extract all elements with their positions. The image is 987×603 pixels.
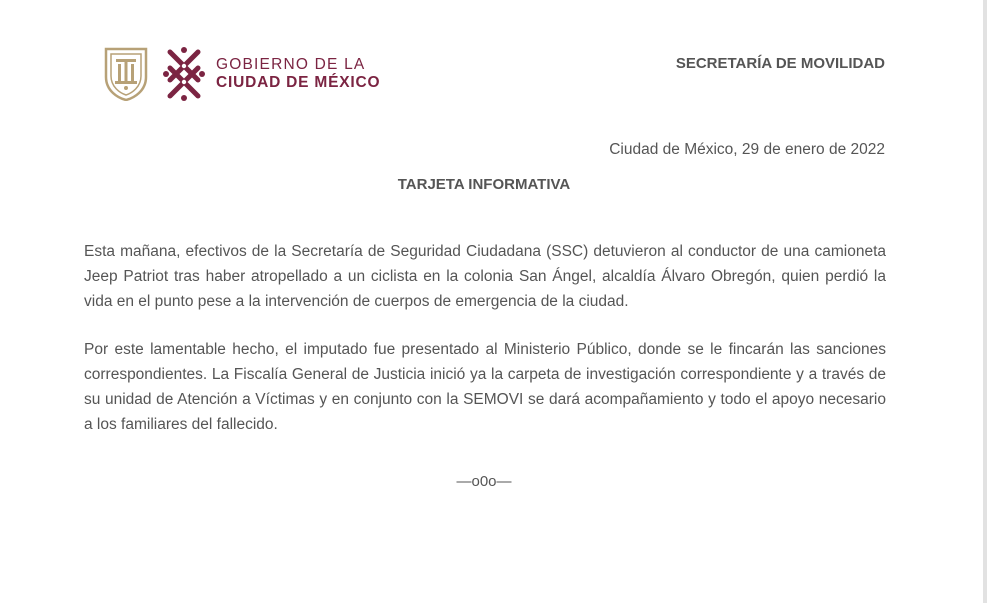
logo-line2: CIUDAD DE MÉXICO (216, 74, 381, 91)
logo-line1: GOBIERNO DE LA (216, 56, 366, 74)
cdmx-knot-icon (162, 46, 206, 102)
government-logo (104, 46, 380, 102)
page-edge-divider (983, 0, 987, 603)
coat-of-arms-icon (104, 47, 148, 101)
paragraph-1: Esta mañana, efectivos de la Secretaría de Seguridad Ciudadana (SSC) detuvieron al conductor de una camioneta Jeep Patriot tras haber atropellado a un ciclista en la colonia San Ángel, alcaldía Álvaro Obregón, quien perdió la vida en el punto pese a la intervención de cuerpos de emergencia de la ciudad. (84, 242, 886, 310)
department-heading: SECRETARÍA DE MOVILIDAD (675, 55, 885, 72)
closing-mark: —o0o— (456, 473, 512, 490)
paragraph-2: Por este lamentable hecho, el imputado fue presentado al Ministerio Público, donde se le fincarán las sanciones correspondientes. La Fiscalía General de Justicia inició ya la carpeta de investigación correspondiente y a través de su unidad de Atención a Víctimas y en conjunto con la SEMOVI se dará acompañamiento y todo el apoyo necesario a los familiares del fallecido. (84, 340, 886, 433)
government-wordmark (216, 56, 380, 92)
document-title: TARJETA INFORMATIVA (397, 176, 571, 193)
date-line: Ciudad de México, 29 de enero de 2022 (609, 141, 885, 158)
